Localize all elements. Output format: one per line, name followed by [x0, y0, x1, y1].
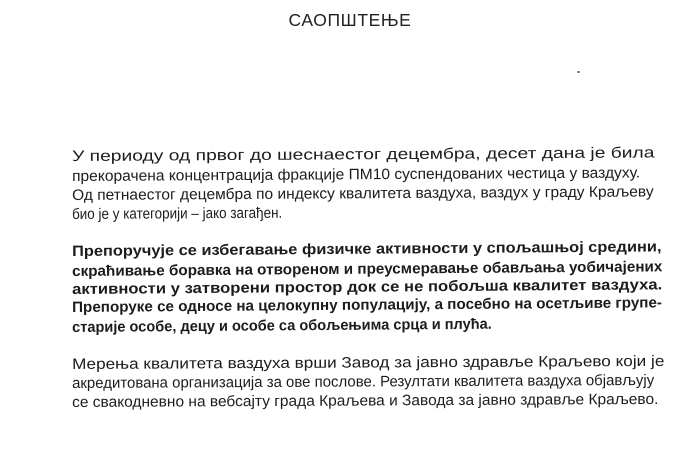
paragraph-line: Мерења квалитета ваздуха врши Завод за јавно здравље Краљево који је — [72, 352, 665, 373]
paragraph-line: скраћивање боравка на отвореном и преусмеравање обављања уобичајених — [72, 258, 663, 280]
scan-speck — [577, 71, 580, 73]
paragraph-line: акредитована организација за ове послове. Резултати квалитета ваздуха објављују — [72, 371, 655, 392]
paragraph-line: прекорачена концентрација фракције ПМ10 суспендованих честица у ваздуху. — [72, 164, 641, 185]
paragraph-line: У периоду од првог до шеснаестог децембра, десет дана је била — [72, 144, 655, 165]
paragraph-line: активности у затворени простор док се не побољша квалитет ваздуха. — [72, 276, 663, 298]
paragraph-line: био је у категорији – јако загађен. — [72, 204, 283, 223]
paragraph-line: Од петнаестог децембра по индексу квалитета ваздуха, ваздух у граду Краљеву — [72, 183, 654, 204]
paragraph-line: Препоруке се односе на целокупну популацију, а посебно на осетљиве групе- — [72, 294, 663, 316]
paragraph-line: Препоручује се избегавање физичке активности у спољашњој средини, — [72, 238, 662, 260]
paragraph-line: се свакодневно на вебсајту града Краљева и Завода за јавно здравље Краљево. — [72, 390, 659, 411]
document-title: САОПШТЕЊЕ — [288, 10, 412, 30]
paragraph-line: старије особе, децу и особе са обољењима срца и плућа. — [72, 315, 492, 336]
